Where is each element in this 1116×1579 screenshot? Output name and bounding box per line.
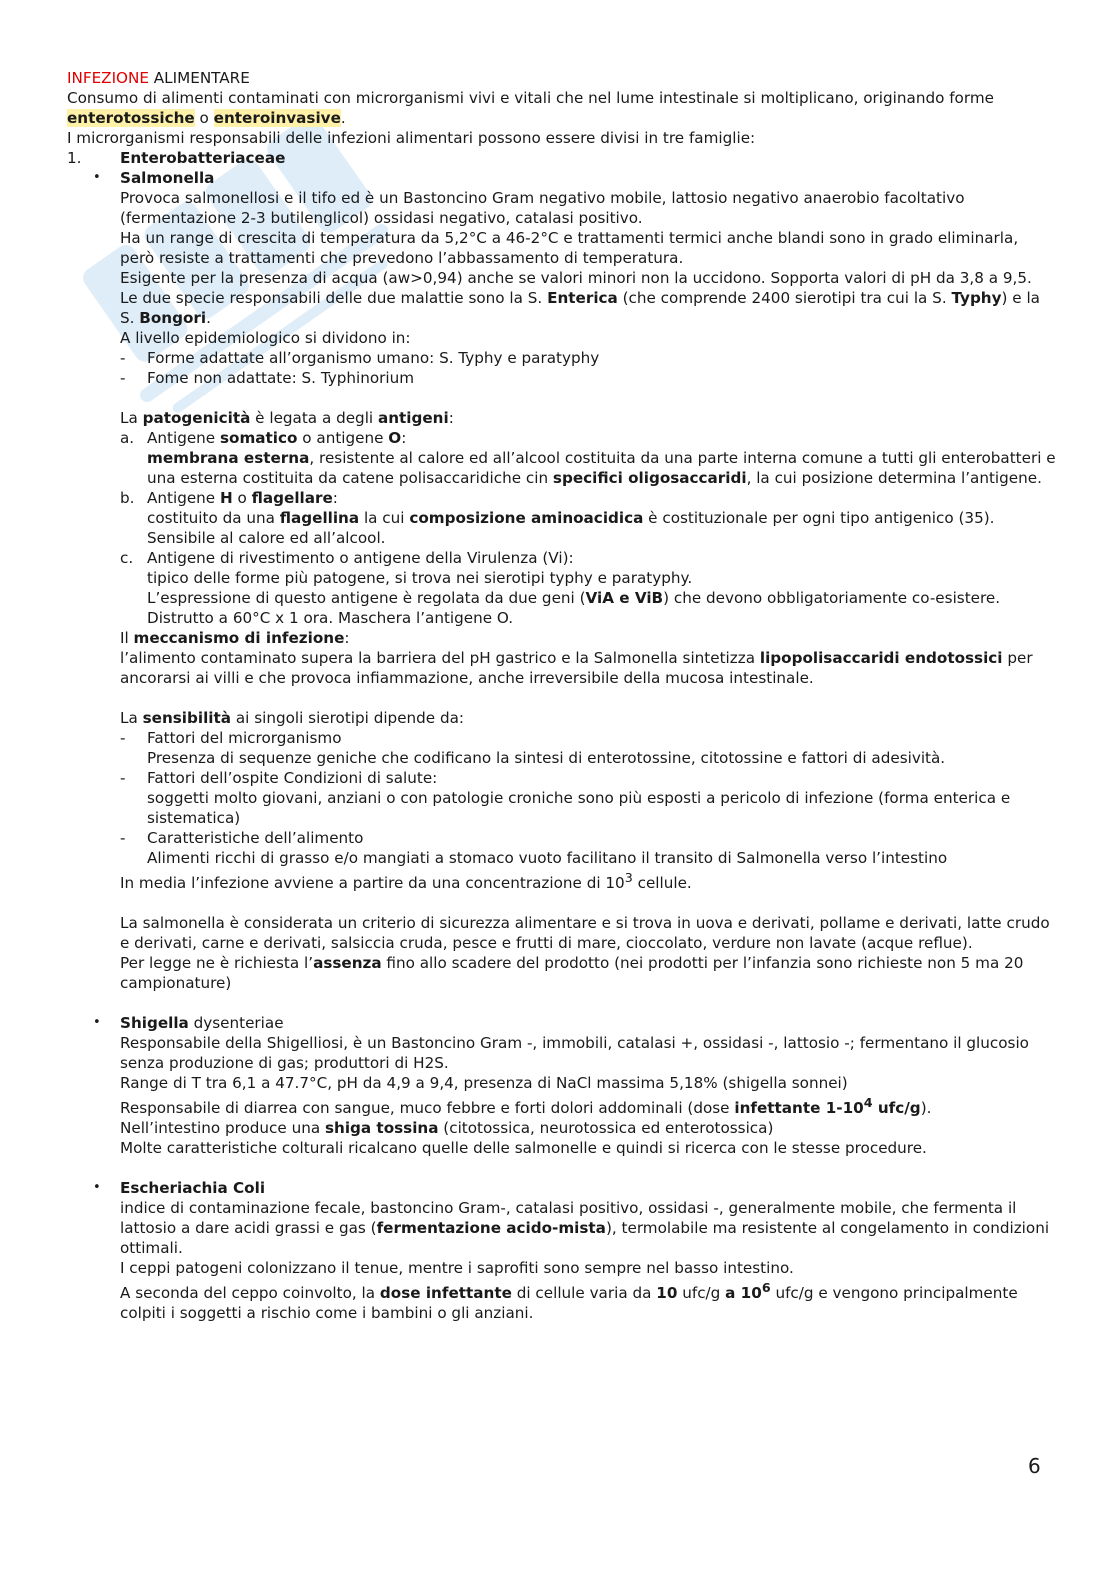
bullet-shigella: • Shigella dysenteriae — [93, 1014, 284, 1033]
antigen-c-body: L’espressione di questo antigene è regolata da due geni (ViA e ViB) che devono obbligatoriamente co-esistere. — [147, 589, 1001, 607]
factor-desc: Alimenti ricchi di grasso e/o mangiati a stomaco vuoto facilitano il transito di Salmonella verso l’intestino — [147, 849, 948, 867]
bullet-salmonella: • Salmonella — [93, 169, 215, 187]
legal-requirement: Per legge ne è richiesta l’assenza fino allo scadere del prodotto (nei prodotti per l’infanzia sono richieste non 5 ma 20 campionature) — [120, 954, 1024, 993]
salmonella-paragraph: Ha un range di crescita di temperatura da 5,2°C a 46-2°C e trattamenti termici anche blandi sono in grado eliminarla, però resiste a trattamenti che prevedono l’abbassamento di temperatura. — [120, 229, 1019, 267]
intro-families: I microrganismi responsabili delle infezioni alimentari possono essere divisi in tre famiglie: — [67, 129, 756, 147]
shigella-paragraph: Nell’intestino produce una shiga tossina (citotossica, neurotossica ed enterotossica) — [120, 1119, 774, 1138]
infection-dose: In media l’infezione avviene a partire da una concentrazione di $10^3$ cellule. — [120, 870, 692, 893]
dash-item: - Fome non adattate: S. Typhinorium — [120, 369, 415, 387]
bullet-icon: • — [93, 170, 101, 185]
shigella-paragraph: Range di T tra 6,1 a 47.7°C, pH da 4,9 a 9,4, presenza di NaCl massima 5,18% (shigella sonnei) — [120, 1074, 848, 1093]
antigen-b-body: costituito da una flagellina la cui composizione aminoacidica è costituzionale per ogni tipo antigenico (35). — [147, 509, 995, 527]
mechanism-heading: Il meccanismo di infezione: — [120, 629, 350, 647]
shigella-paragraph: Molte caratteristiche colturali ricalcano quelle delle salmonelle e quindi si ricerca con le stesse procedure. — [120, 1139, 927, 1158]
document-body — [67, 68, 1057, 1323]
antigen-a-heading: a. Antigene somatico o antigene O: — [120, 429, 407, 447]
salmonella-species: Le due specie responsabili delle due malattie sono la S. Enterica (che comprende 2400 sierotipi tra cui la S. Typhy) e la S. Bongori. — [120, 289, 1040, 327]
salmonella-paragraph: Esigente per la presenza di acqua (aw>0,94) anche se valori minori non la uccidono. Sopporta valori di pH da 3,8 a 9,5. — [120, 269, 1032, 287]
ecoli-paragraph: I ceppi patogeni colonizzano il tenue, mentre i saprofiti sono sempre nel basso intestino. — [120, 1259, 794, 1278]
factor-desc: Presenza di sequenze geniche che codificano la sintesi di enterotossine, citotossine e fattori di adesività. — [147, 749, 946, 767]
factor-item: - Caratteristiche dell’alimento — [120, 829, 364, 847]
factor-desc: soggetti molto giovani, anziani o con patologie croniche sono più esposti a pericolo di infezione (forma enterica e sistematica) — [147, 789, 1011, 827]
intro-paragraph: Consumo di alimenti contaminati con microrganismi vivi e vitali che nel lume intestinale si moltiplicano, originando forme enterotossiche o enteroinvasive. — [67, 89, 994, 127]
antigen-b-heading: b. Antigene H o flagellare: — [120, 489, 338, 507]
mechanism-body: l’alimento contaminato supera la barriera del pH gastrico e la Salmonella sintetizza lipopolisaccaridi endotossici per ancorarsi ai villi e che provoca infiammazione, anche irreversibile della mucosa intestinale. — [120, 649, 1033, 687]
ecoli-paragraph: A seconda del ceppo coinvolto, la dose infettante di cellule varia da 10 ufc/g a $10^6$ ufc/g e vengono principalmente colpiti i soggetti a rischio come i bambini o gli anziani. — [120, 1280, 1018, 1323]
shigella-paragraph: Responsabile della Shigelliosi, è un Bastoncino Gram -, immobili, catalasi +, ossidasi -, lattosio -; fermentano il glucosio senza produzione di gas; produttori di H2S. — [120, 1034, 1029, 1073]
dash-item: - Forme adattate all’organismo umano: S. Typhy e paratyphy — [120, 349, 600, 367]
factor-item: - Fattori dell’ospite Condizioni di salute: — [120, 769, 438, 787]
bullet-icon: • — [93, 1015, 101, 1031]
sensitivity-heading: La sensibilità ai singoli sierotipi dipende da: — [120, 709, 465, 727]
antigen-c-body: Distrutto a 60°C x 1 ora. Maschera l’antigene O. — [147, 609, 514, 627]
antigen-c-heading: c. Antigene di rivestimento o antigene della Virulenza (Vi): — [120, 549, 574, 567]
bullet-icon: • — [93, 1180, 101, 1196]
page-number: 6 — [1028, 1454, 1041, 1478]
antigen-a-body: membrana esterna, resistente al calore ed all’alcool costituita da una parte interna comune a tutti gli enterobatteri e una esterna costituita da catene polisaccaridiche cin specifici oligosaccaridi, la cui posizione determina l’antigene. — [147, 449, 1056, 487]
safety-criterion: La salmonella è considerata un criterio di sicurezza alimentare e si trova in uova e derivati, pollame e derivati, latte crudo e derivati, carne e derivati, salsiccia cruda, pesce e frutti di mare, cioccolato, verdure non lavate (acque reflue). — [120, 914, 1050, 953]
pathogenicity-heading: La patogenicità è legata a degli antigeni: — [120, 409, 454, 427]
ecoli-paragraph: indice di contaminazione fecale, bastoncino Gram-, catalasi positivo, ossidasi -, generalmente mobile, che fermenta il lattosio a dare acidi grassi e gas (fermentazione acido-mista), termolabile ma resistente al congelamento in condizioni ottimali. — [120, 1199, 1050, 1258]
salmonella-paragraph: Provoca salmonellosi e il tifo ed è un Bastoncino Gram negativo mobile, lattosio negativo anaerobio facoltativo (fermentazione 2-3 butilenglicol) ossidasi negativo, catalasi positivo. — [120, 189, 965, 227]
bullet-ecoli: • Escheriachia Coli — [93, 1179, 266, 1198]
antigen-c-body: tipico delle forme più patogene, si trova nei sierotipi typhy e paratyphy. — [147, 569, 693, 587]
factor-item: - Fattori del microrganismo — [120, 729, 342, 747]
shigella-paragraph: Responsabile di diarrea con sangue, muco febbre e forti dolori addominali (dose infettante $1-10^4$ ufc/g). — [120, 1095, 932, 1118]
section-title: INFEZIONE ALIMENTARE — [67, 69, 250, 87]
list-item-enterobacteriaceae: 1. Enterobatteriaceae — [67, 149, 286, 167]
antigen-b-note: Sensibile al calore ed all’alcool. — [147, 529, 386, 547]
salmonella-paragraph: A livello epidemiologico si dividono in: — [120, 329, 411, 347]
